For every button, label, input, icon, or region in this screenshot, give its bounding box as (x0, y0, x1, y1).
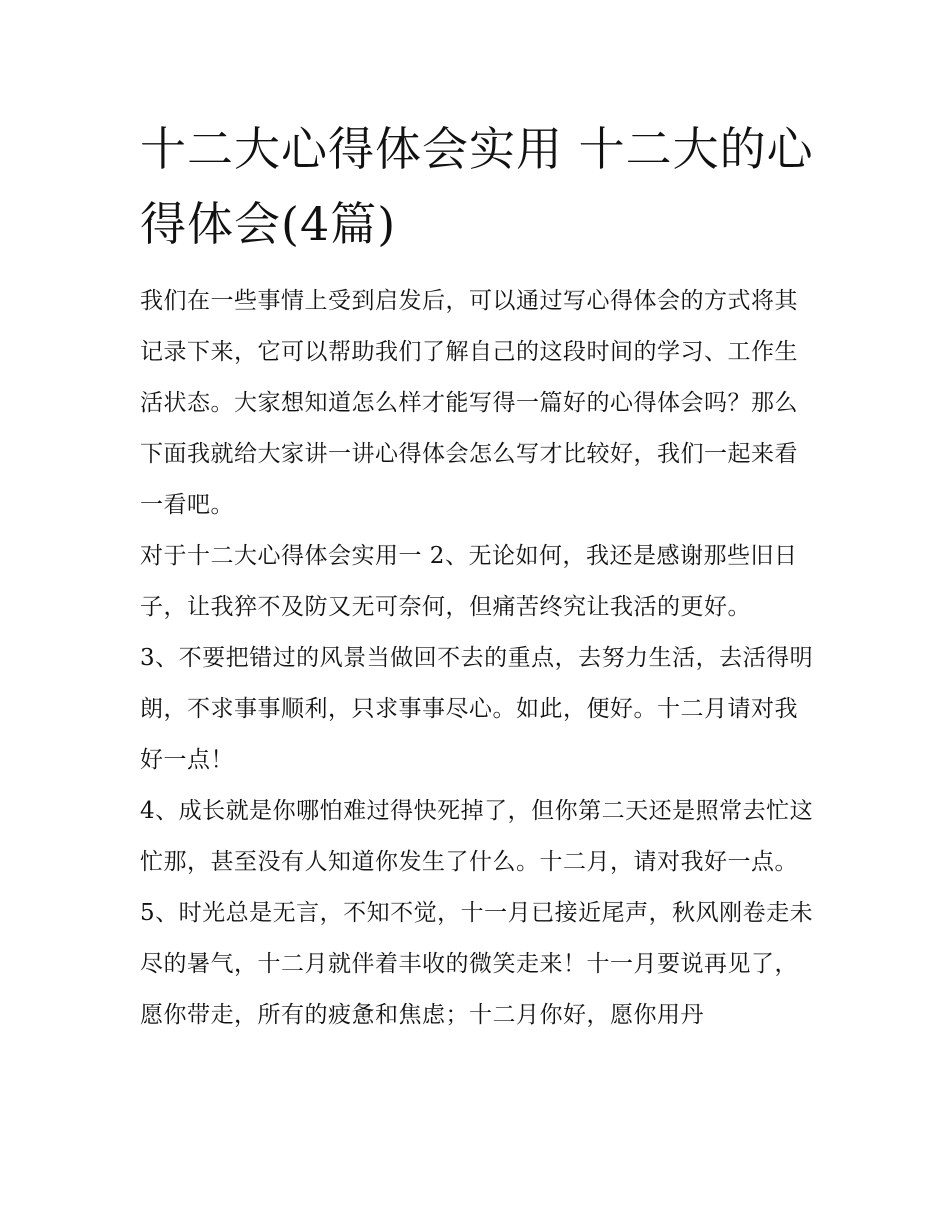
paragraph-intro: 我们在一些事情上受到启发后，可以通过写心得体会的方式将其记录下来，它可以帮助我们了解自己的这段时间的学习、工作生活状态。大家想知道怎么样才能写得一篇好的心得体会吗？那么下面我就给大家讲一讲心得体会怎么写才比较好，我们一起来看一看吧。 (140, 288, 798, 518)
document-body (140, 112, 820, 1041)
document-title: 十二大心得体会实用 十二大的心得体会(4篇) (140, 122, 814, 251)
paragraph-4: 4、成长就是你哪怕难过得快死掉了，但你第二天还是照常去忙这忙那，甚至没有人知道你发生了什么。十二月，请对我好一点。 (140, 798, 814, 875)
paragraph-3: 3、不要把错过的风景当做回不去的重点，去努力生活，去活得明朗，不求事事顺利，只求事事尽心。如此，便好。十二月请对我好一点！ (140, 645, 814, 773)
paragraph-5: 5、时光总是无言，不知不觉，十一月已接近尾声，秋风刚卷走未尽的暑气，十二月就伴着丰收的微笑走来！十一月要说再见了，愿你带走，所有的疲惫和焦虑；十二月你好，愿你用丹 (140, 900, 814, 1028)
paragraph-2: 对于十二大心得体会实用一 2、无论如何，我还是感谢那些旧日子，让我猝不及防又无可奈何，但痛苦终究让我活的更好。 (140, 543, 798, 620)
